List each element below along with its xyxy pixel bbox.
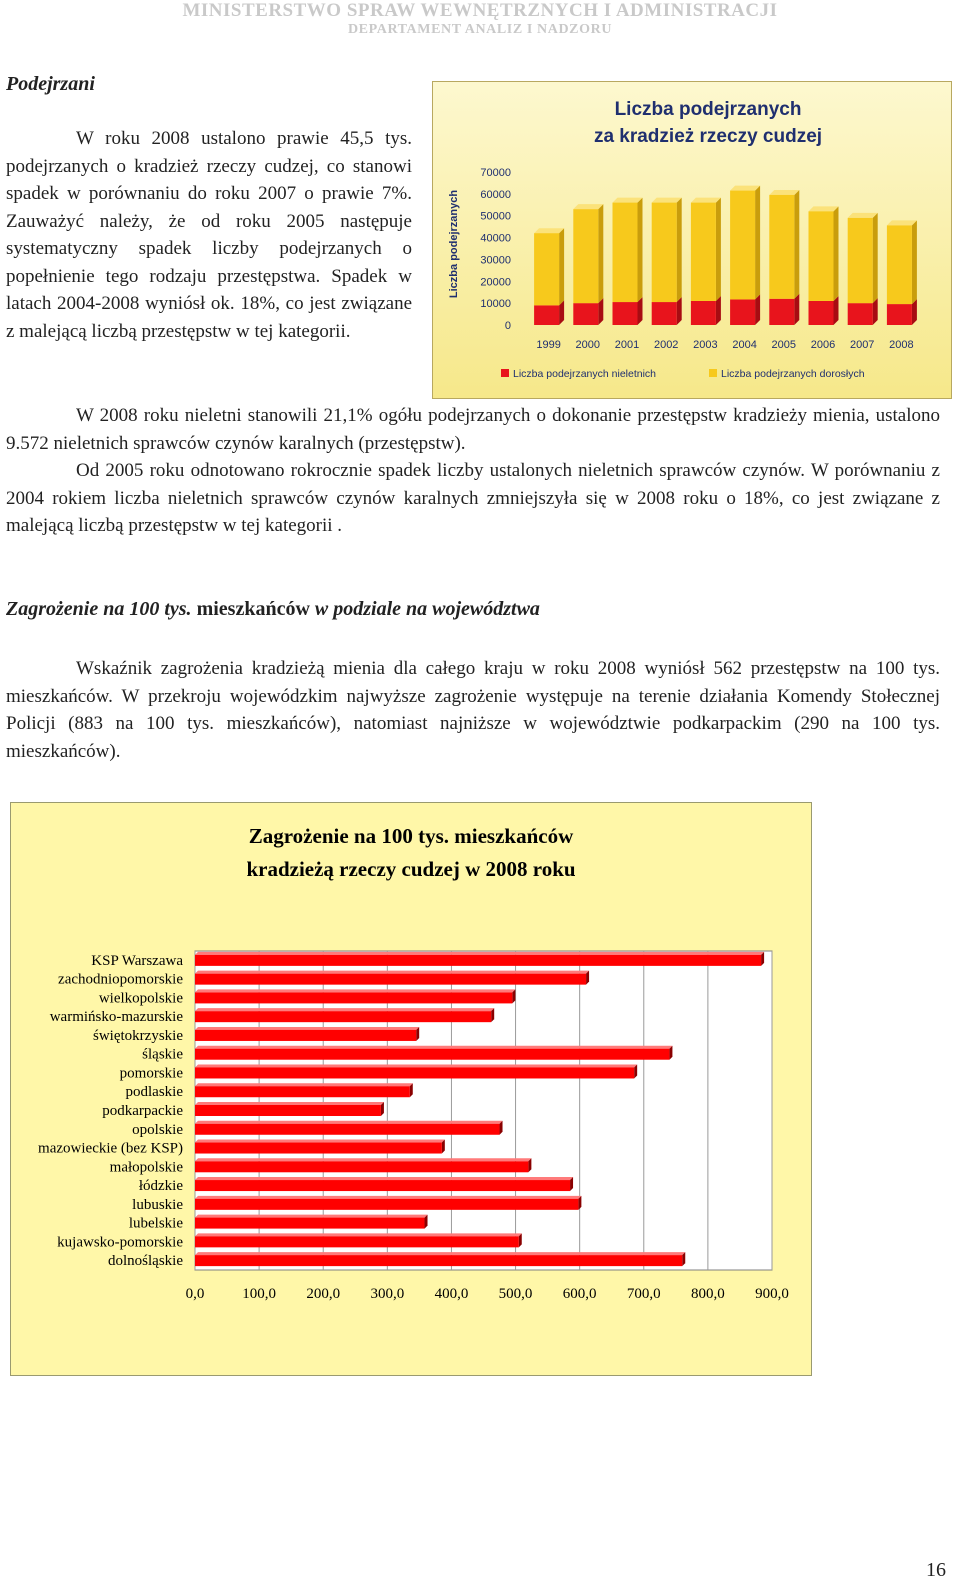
bar-dorosli-top bbox=[652, 198, 682, 203]
bar-dorosli-side bbox=[598, 204, 603, 303]
chart-zagrozenie-category-label: świętokrzyskie bbox=[93, 1027, 183, 1044]
bar-zagrozenie bbox=[195, 1049, 669, 1060]
bar-dorosli bbox=[809, 211, 834, 301]
bar-dorosli bbox=[887, 225, 912, 304]
header-department: DEPARTAMENT ANALIZ I NADZORU bbox=[347, 22, 613, 37]
legend-swatch-nieletni bbox=[501, 369, 509, 377]
bar-zagrozenie-top bbox=[195, 1121, 503, 1124]
bar-dorosli-side bbox=[912, 220, 917, 304]
paragraph-spadek bbox=[6, 457, 940, 540]
bar-nieletni-side bbox=[834, 296, 839, 325]
chart-podejrzani-xtick: 2001 bbox=[614, 339, 640, 351]
page-number: 16 bbox=[926, 1559, 946, 1581]
bar-nieletni bbox=[573, 303, 598, 325]
bar-dorosli-side bbox=[873, 213, 878, 303]
chart-zagrozenie-category-label: KSP Warszawa bbox=[91, 952, 183, 969]
bar-dorosli-top bbox=[887, 220, 917, 225]
bar-dorosli-side bbox=[677, 198, 682, 302]
bar-dorosli-top bbox=[848, 213, 878, 218]
bar-dorosli-top bbox=[730, 186, 760, 191]
section-title-zagrozenie-part2: mieszkańców bbox=[191, 598, 315, 620]
bar-dorosli-side bbox=[794, 190, 799, 299]
bar-zagrozenie bbox=[195, 1105, 381, 1116]
legend-swatch-dorosli bbox=[709, 369, 717, 377]
chart-zagrozenie-xtick: 600,0 bbox=[562, 1286, 597, 1302]
bar-zagrozenie bbox=[195, 992, 512, 1003]
bar-zagrozenie bbox=[195, 1236, 519, 1247]
bar-zagrozenie-top bbox=[195, 1196, 581, 1199]
bar-zagrozenie-top bbox=[195, 1252, 685, 1255]
bar-dorosli-side bbox=[755, 186, 760, 300]
bar-zagrozenie-top bbox=[195, 1177, 573, 1180]
bar-zagrozenie bbox=[195, 1255, 682, 1266]
chart-zagrozenie-category-label: wielkopolskie bbox=[98, 990, 183, 1007]
bar-nieletni bbox=[534, 305, 559, 325]
chart-podejrzani-xtick: 2002 bbox=[653, 339, 679, 351]
bar-nieletni bbox=[613, 302, 638, 325]
chart-zagrozenie-xtick: 500,0 bbox=[498, 1286, 533, 1302]
chart-zagrozenie-category-label: lubuskie bbox=[132, 1196, 183, 1213]
chart-podejrzani-ytick: 10000 bbox=[480, 298, 511, 311]
paragraph-podejrzani-intro-text: W roku 2008 ustalono prawie 45,5 tys. podejrzanych o kradzież rzeczy cudzej, co stanowi spadek w porównaniu do roku 2007 o prawie 7%. Zauważyć należy, że od roku 2005 następuje systematyczny spadek liczby podejrzanych o popełnienie tego rodzaju przestępstwa. Spadek w latach 2004-2008 wyniósł ok. 18%, co jest związane z malejącą liczbą przestępstw w tej kategorii. bbox=[6, 128, 412, 342]
paragraph-nieletni bbox=[6, 402, 940, 457]
chart-zagrozenie-title-line1: Zagrożenie na 100 tys. mieszkańców bbox=[248, 824, 574, 848]
bar-dorosli-top bbox=[769, 190, 799, 195]
chart-zagrozenie-category-label: podkarpackie bbox=[102, 1103, 183, 1119]
chart-podejrzani-xtick: 1999 bbox=[536, 339, 561, 351]
bar-zagrozenie-top bbox=[195, 1027, 419, 1030]
chart-zagrozenie-category-label: mazowieckie (bez KSP) bbox=[38, 1140, 183, 1157]
chart-zagrozenie-xtick: 200,0 bbox=[306, 1286, 341, 1302]
section-title-zagrozenie-part3: w podziale na województwa bbox=[314, 598, 540, 620]
bar-nieletni-side bbox=[716, 296, 721, 325]
section-title-podejrzani: Podejrzani bbox=[6, 73, 95, 95]
chart-podejrzani-ytick: 50000 bbox=[480, 210, 511, 223]
bar-zagrozenie bbox=[195, 1161, 528, 1172]
bar-dorosli-side bbox=[834, 206, 839, 301]
bar-dorosli-top bbox=[691, 198, 721, 203]
bar-zagrozenie-top bbox=[195, 952, 764, 955]
chart-zagrozenie-category-label: małopolskie bbox=[109, 1159, 183, 1176]
bar-nieletni bbox=[691, 301, 716, 325]
chart-zagrozenie-xtick: 800,0 bbox=[691, 1286, 725, 1302]
bar-dorosli-top bbox=[534, 228, 564, 233]
paragraph-wskaznik-text: Wskaźnik zagrożenia kradzieżą mienia dla całego kraju w roku 2008 wyniósł 562 przestępstw na 100 tys. mieszkańców. W przekroju wojewódzkim najwyższe zagrożenie występuje na terenie działania Komendy Stołecznej Policji (883 na 100 tys. mieszkańców), natomiast najniższe w województwie podkarpackim (290 na 100 tys. mieszkańców). bbox=[6, 658, 940, 762]
bar-zagrozenie bbox=[195, 1199, 578, 1210]
bar-zagrozenie bbox=[195, 1180, 570, 1191]
legend-label-dorosli: Liczba podejrzanych dorosłych bbox=[721, 368, 865, 380]
chart-podejrzani-ytick: 40000 bbox=[480, 232, 511, 245]
bar-zagrozenie-top bbox=[195, 1102, 384, 1105]
bar-zagrozenie bbox=[195, 1218, 425, 1229]
bar-dorosli bbox=[613, 203, 638, 302]
paragraph-wskaznik bbox=[6, 655, 940, 765]
chart-zagrozenie-xtick: 900,0 bbox=[755, 1286, 789, 1302]
chart-zagrozenie-category-label: kujawsko-pomorskie bbox=[57, 1234, 183, 1251]
chart-zagrozenie-svg bbox=[11, 803, 811, 1375]
bar-zagrozenie bbox=[195, 1030, 416, 1041]
chart-podejrzani-ytick: 30000 bbox=[480, 254, 511, 267]
paragraph-spadek-text: Od 2005 roku odnotowano rokrocznie spadek liczby ustalonych nieletnich sprawców czynów. W porównaniu z 2004 rokiem liczba nieletnich sprawców czynów karalnych zmniejszyła się w 2008 roku o 18%, co jest związane z malejącą liczbą przestępstw w tej kategorii . bbox=[6, 460, 940, 536]
bar-dorosli bbox=[652, 203, 677, 302]
chart-podejrzani-ytick: 0 bbox=[504, 320, 511, 332]
chart-podejrzani-svg bbox=[433, 82, 951, 398]
chart-podejrzani-xtick: 2000 bbox=[575, 339, 601, 351]
chart-zagrozenie-title-line2: kradzieżą rzeczy cudzej w 2008 roku bbox=[246, 857, 576, 881]
bar-zagrozenie-top bbox=[195, 1158, 531, 1161]
header-ministry: MINISTERSTWO SPRAW WEWNĘTRZNYCH I ADMINISTRACJI bbox=[182, 0, 778, 21]
chart-podejrzani-ylabel: Liczba podejrzanych bbox=[448, 189, 460, 299]
chart-podejrzani bbox=[432, 81, 952, 399]
chart-podejrzani-xtick: 2004 bbox=[732, 339, 757, 351]
bar-zagrozenie bbox=[195, 1124, 500, 1135]
paragraph-podejrzani-intro bbox=[6, 125, 412, 345]
chart-podejrzani-xtick: 2003 bbox=[693, 339, 718, 351]
bar-zagrozenie-top bbox=[195, 1140, 445, 1143]
chart-zagrozenie-category-label: opolskie bbox=[132, 1121, 183, 1138]
chart-podejrzani-ytick: 60000 bbox=[480, 188, 511, 201]
bar-dorosli-side bbox=[559, 228, 564, 305]
bar-nieletni bbox=[887, 304, 912, 325]
chart-zagrozenie-category-label: warmińsko-mazurskie bbox=[49, 1009, 183, 1026]
bar-zagrozenie-top bbox=[195, 1064, 637, 1067]
chart-zagrozenie-category-label: łódzkie bbox=[138, 1178, 183, 1195]
bar-dorosli bbox=[848, 218, 873, 303]
bar-dorosli-top bbox=[613, 198, 643, 203]
chart-podejrzani-xtick: 2008 bbox=[889, 339, 914, 351]
section-title-zagrozenie-part1: Zagrożenie na 100 tys. bbox=[6, 598, 192, 620]
bar-nieletni bbox=[730, 299, 755, 325]
chart-zagrozenie-category-label: pomorskie bbox=[119, 1065, 183, 1082]
bar-zagrozenie bbox=[195, 955, 761, 966]
bar-dorosli bbox=[730, 191, 755, 300]
chart-zagrozenie bbox=[10, 802, 812, 1376]
bar-dorosli-top bbox=[573, 204, 603, 209]
bar-nieletni bbox=[809, 301, 834, 325]
chart-zagrozenie-xtick: 0,0 bbox=[185, 1286, 205, 1302]
chart-zagrozenie-xtick: 100,0 bbox=[242, 1286, 276, 1302]
chart-podejrzani-ytick: 20000 bbox=[480, 276, 511, 289]
bar-dorosli-side bbox=[638, 198, 643, 302]
bar-dorosli-side bbox=[716, 198, 721, 301]
bar-zagrozenie-top bbox=[195, 1046, 672, 1049]
bar-zagrozenie-top bbox=[195, 1008, 494, 1011]
bar-zagrozenie-top bbox=[195, 1083, 413, 1086]
chart-zagrozenie-xtick: 300,0 bbox=[370, 1286, 405, 1302]
bar-zagrozenie-top bbox=[195, 989, 515, 992]
bar-nieletni bbox=[848, 303, 873, 325]
bar-dorosli bbox=[691, 203, 716, 301]
bar-zagrozenie-top bbox=[195, 1233, 522, 1236]
chart-podejrzani-title-line2: za kradzież rzeczy cudzej bbox=[593, 126, 823, 147]
bar-zagrozenie bbox=[195, 1067, 634, 1078]
bar-nieletni bbox=[769, 299, 794, 325]
section-title-zagrozenie bbox=[6, 598, 540, 621]
bar-zagrozenie-top bbox=[195, 1215, 428, 1218]
chart-podejrzani-title-line1: Liczba podejrzanych bbox=[614, 99, 802, 120]
paragraph-nieletni-text: W 2008 roku nieletni stanowili 21,1% ogółu podejrzanych o dokonanie przestępstw kradzieży mienia, ustalono 9.572 nieletnich sprawców czynów karalnych (przestępstw). bbox=[6, 405, 940, 454]
bar-zagrozenie bbox=[195, 1143, 442, 1154]
chart-podejrzani-ytick: 70000 bbox=[480, 167, 511, 179]
legend-label-nieletni: Liczba podejrzanych nieletnich bbox=[513, 368, 657, 380]
chart-podejrzani-xtick: 2005 bbox=[771, 339, 797, 351]
chart-zagrozenie-category-label: śląskie bbox=[142, 1046, 183, 1063]
bar-nieletni-side bbox=[755, 294, 760, 325]
bar-nieletni-side bbox=[794, 294, 799, 325]
chart-podejrzani-xtick: 2007 bbox=[849, 339, 875, 351]
chart-zagrozenie-xtick: 400,0 bbox=[434, 1286, 469, 1302]
bar-zagrozenie bbox=[195, 1011, 491, 1022]
bar-zagrozenie bbox=[195, 974, 586, 985]
bar-dorosli bbox=[534, 233, 559, 305]
bar-zagrozenie bbox=[195, 1086, 410, 1097]
bar-dorosli-top bbox=[809, 206, 839, 211]
chart-zagrozenie-category-label: podlaskie bbox=[125, 1084, 183, 1101]
bar-nieletni bbox=[652, 302, 677, 325]
chart-zagrozenie-category-label: dolnośląskie bbox=[108, 1253, 183, 1270]
chart-zagrozenie-category-label: lubelskie bbox=[128, 1215, 183, 1232]
chart-podejrzani-xtick: 2006 bbox=[810, 339, 836, 351]
chart-zagrozenie-xtick: 700,0 bbox=[626, 1286, 661, 1302]
bar-dorosli bbox=[769, 195, 794, 299]
bar-zagrozenie-top bbox=[195, 971, 589, 974]
bar-dorosli bbox=[573, 209, 598, 303]
chart-zagrozenie-category-label: zachodniopomorskie bbox=[58, 971, 183, 988]
